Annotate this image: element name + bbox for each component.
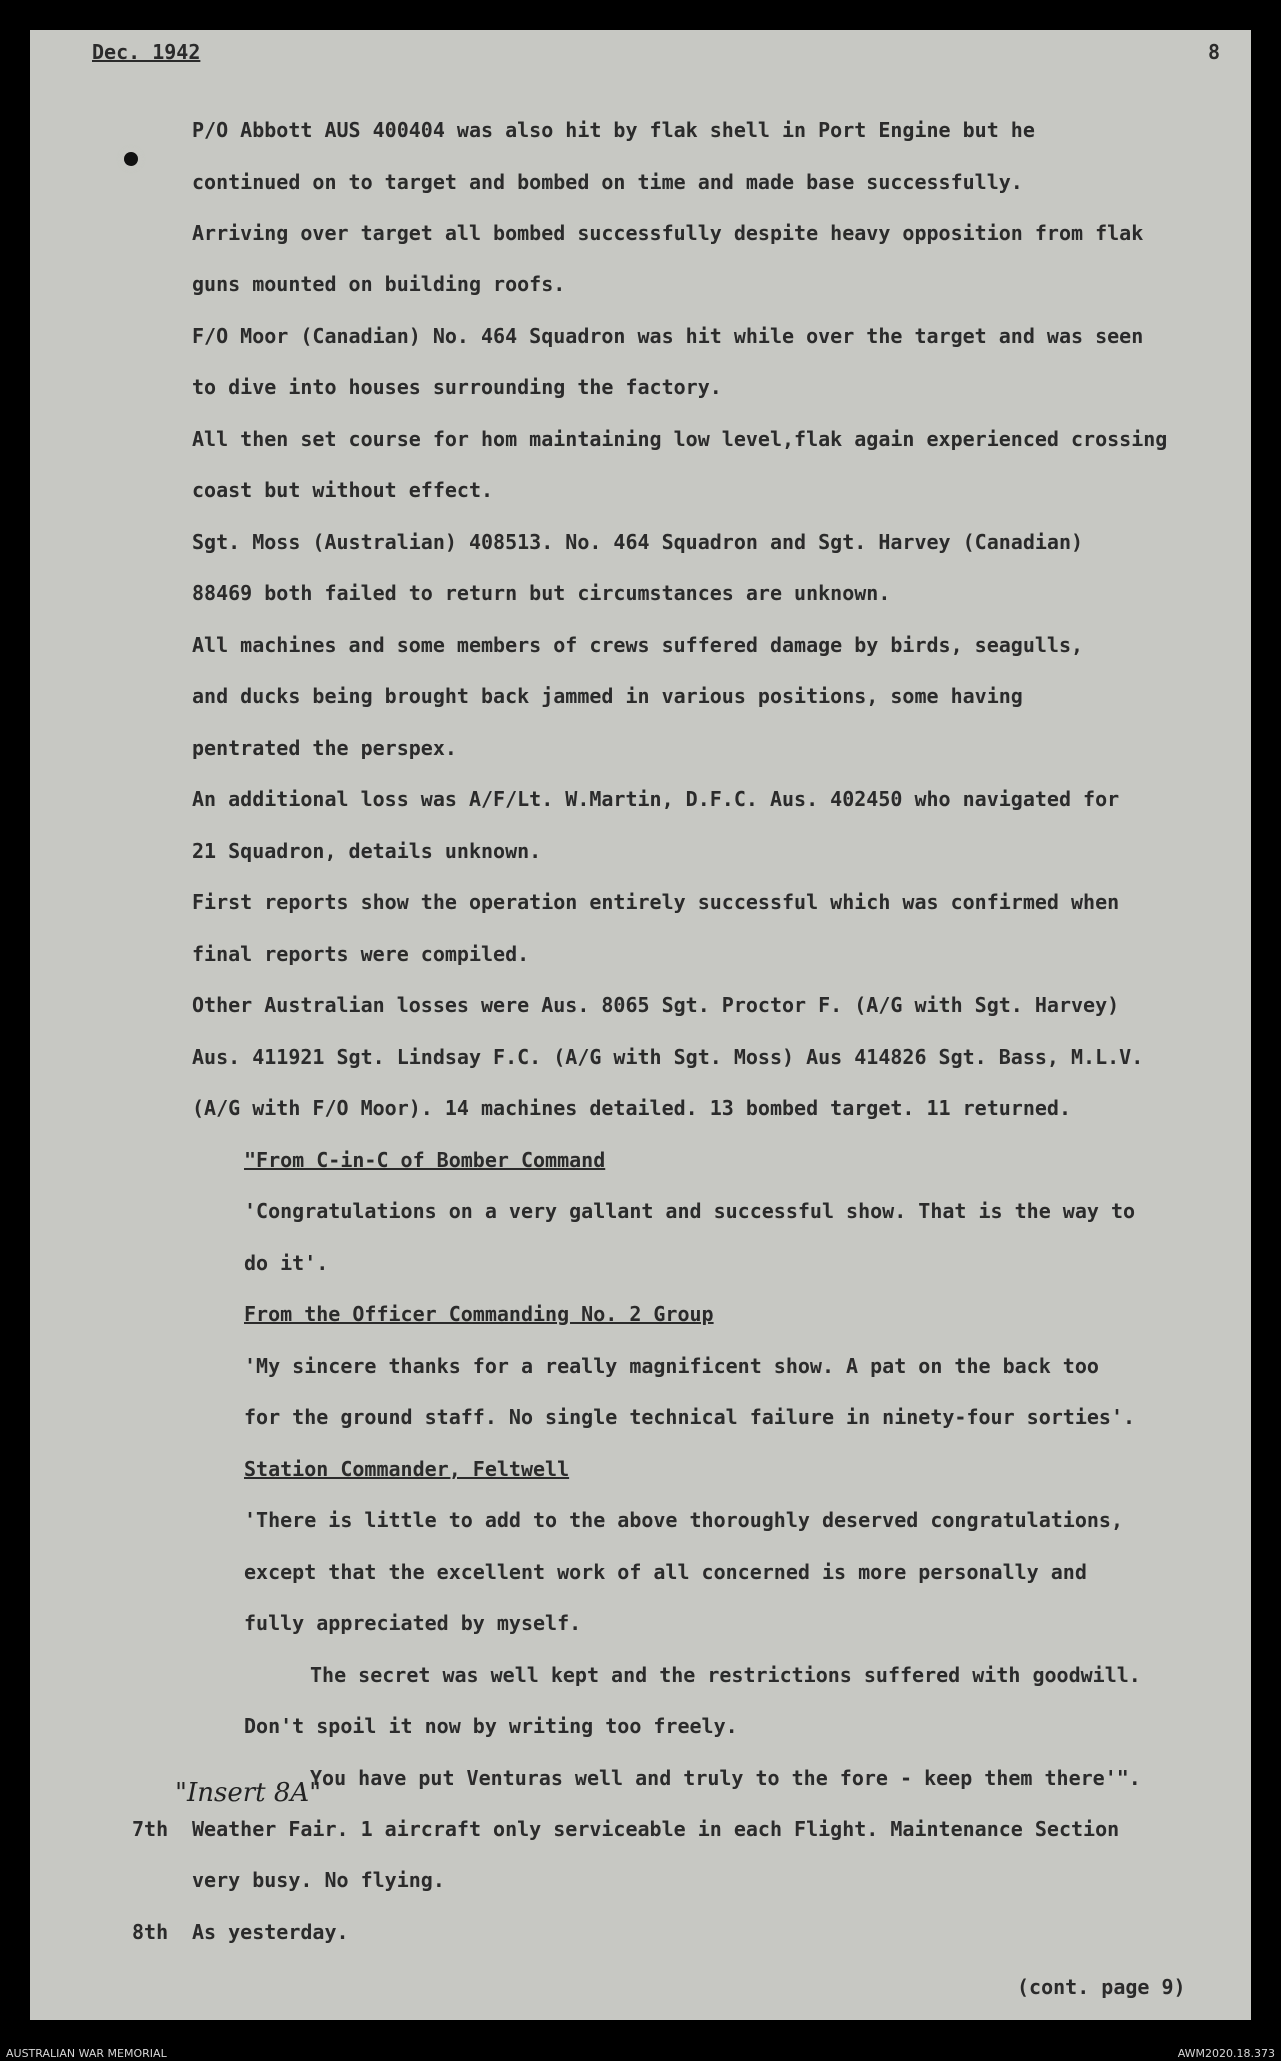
document-page [30,30,1251,2020]
footer-archive-name: AUSTRALIAN WAR MEMORIAL [6,2047,167,2060]
body-line: and ducks being brought back jammed in various positions, some having [192,684,1023,708]
page-number: 8 [1208,40,1221,64]
body-line: The secret was well kept and the restrictions suffered with goodwill. [310,1663,1141,1687]
body-line: pentrated the perspex. [192,736,457,760]
body-line: All machines and some members of crews suffered damage by birds, seagulls, [192,633,1084,657]
diary-line: As yesterday. [192,1920,349,1944]
section-heading: "From C-in-C of Bomber Command [244,1148,606,1172]
diary-day: 7th [132,1817,169,1841]
body-line: Arriving over target all bombed successfully despite heavy opposition from flak [192,221,1144,245]
punch-hole [124,152,138,166]
continuation-note: (cont. page 9) [1017,1975,1186,1999]
diary-day: 8th [132,1920,169,1944]
body-line: First reports show the operation entirely successful which was confirmed when [192,890,1120,914]
body-line: guns mounted on building roofs. [192,272,566,296]
body-line: Sgt. Moss (Australian) 408513. No. 464 Squadron and Sgt. Harvey (Canadian) [192,530,1084,554]
body-line: Aus. 411921 Sgt. Lindsay F.C. (A/G with Sgt. Moss) Aus 414826 Sgt. Bass, M.L.V. [192,1045,1144,1069]
diary-line: very busy. No flying. [192,1868,445,1892]
body-line: Other Australian losses were Aus. 8065 Sgt. Proctor F. (A/G with Sgt. Harvey) [192,993,1120,1017]
body-line: (A/G with F/O Moor). 14 machines detailed. 13 bombed target. 11 returned. [192,1096,1071,1120]
footer-reference: AWM2020.18.373 [1177,2047,1275,2060]
body-line: final reports were compiled. [192,942,530,966]
body-line: You have put Venturas well and truly to the fore - keep them there'". [310,1766,1141,1790]
body-line: All then set course for hom maintaining low level,flak again experienced crossing [192,427,1168,451]
body-line: 21 Squadron, details unknown. [192,839,542,863]
body-line: P/O Abbott AUS 400404 was also hit by flak shell in Port Engine but he [192,118,1035,142]
body-line: to dive into houses surrounding the factory. [192,375,722,399]
body-line: 'Congratulations on a very gallant and successful show. That is the way to [244,1199,1136,1223]
body-line: except that the excellent work of all concerned is more personally and [244,1560,1087,1584]
body-line: 88469 both failed to return but circumstances are unknown. [192,581,891,605]
body-line: for the ground staff. No single technical failure in ninety-four sorties'. [244,1405,1136,1429]
section-heading: From the Officer Commanding No. 2 Group [244,1302,714,1326]
body-line: 'My sincere thanks for a really magnificent show. A pat on the back too [244,1354,1099,1378]
body-line: do it'. [244,1251,329,1275]
body-line: F/O Moor (Canadian) No. 464 Squadron was hit while over the target and was seen [192,324,1144,348]
body-line: 'There is little to add to the above thoroughly deserved congratulations, [244,1508,1123,1532]
body-line: continued on to target and bombed on time and made base successfully. [192,170,1023,194]
diary-line: Weather Fair. 1 aircraft only serviceable in each Flight. Maintenance Section [192,1817,1120,1841]
body-line: coast but without effect. [192,478,494,502]
section-heading: Station Commander, Feltwell [244,1457,570,1481]
header-date: Dec. 1942 [92,40,201,64]
body-line: Don't spoil it now by writing too freely. [244,1714,738,1738]
body-line: An additional loss was A/F/Lt. W.Martin, D.F.C. Aus. 402450 who navigated for [192,787,1120,811]
handwritten-insert-note: "Insert 8A" [175,1778,322,1808]
body-line: fully appreciated by myself. [244,1611,582,1635]
